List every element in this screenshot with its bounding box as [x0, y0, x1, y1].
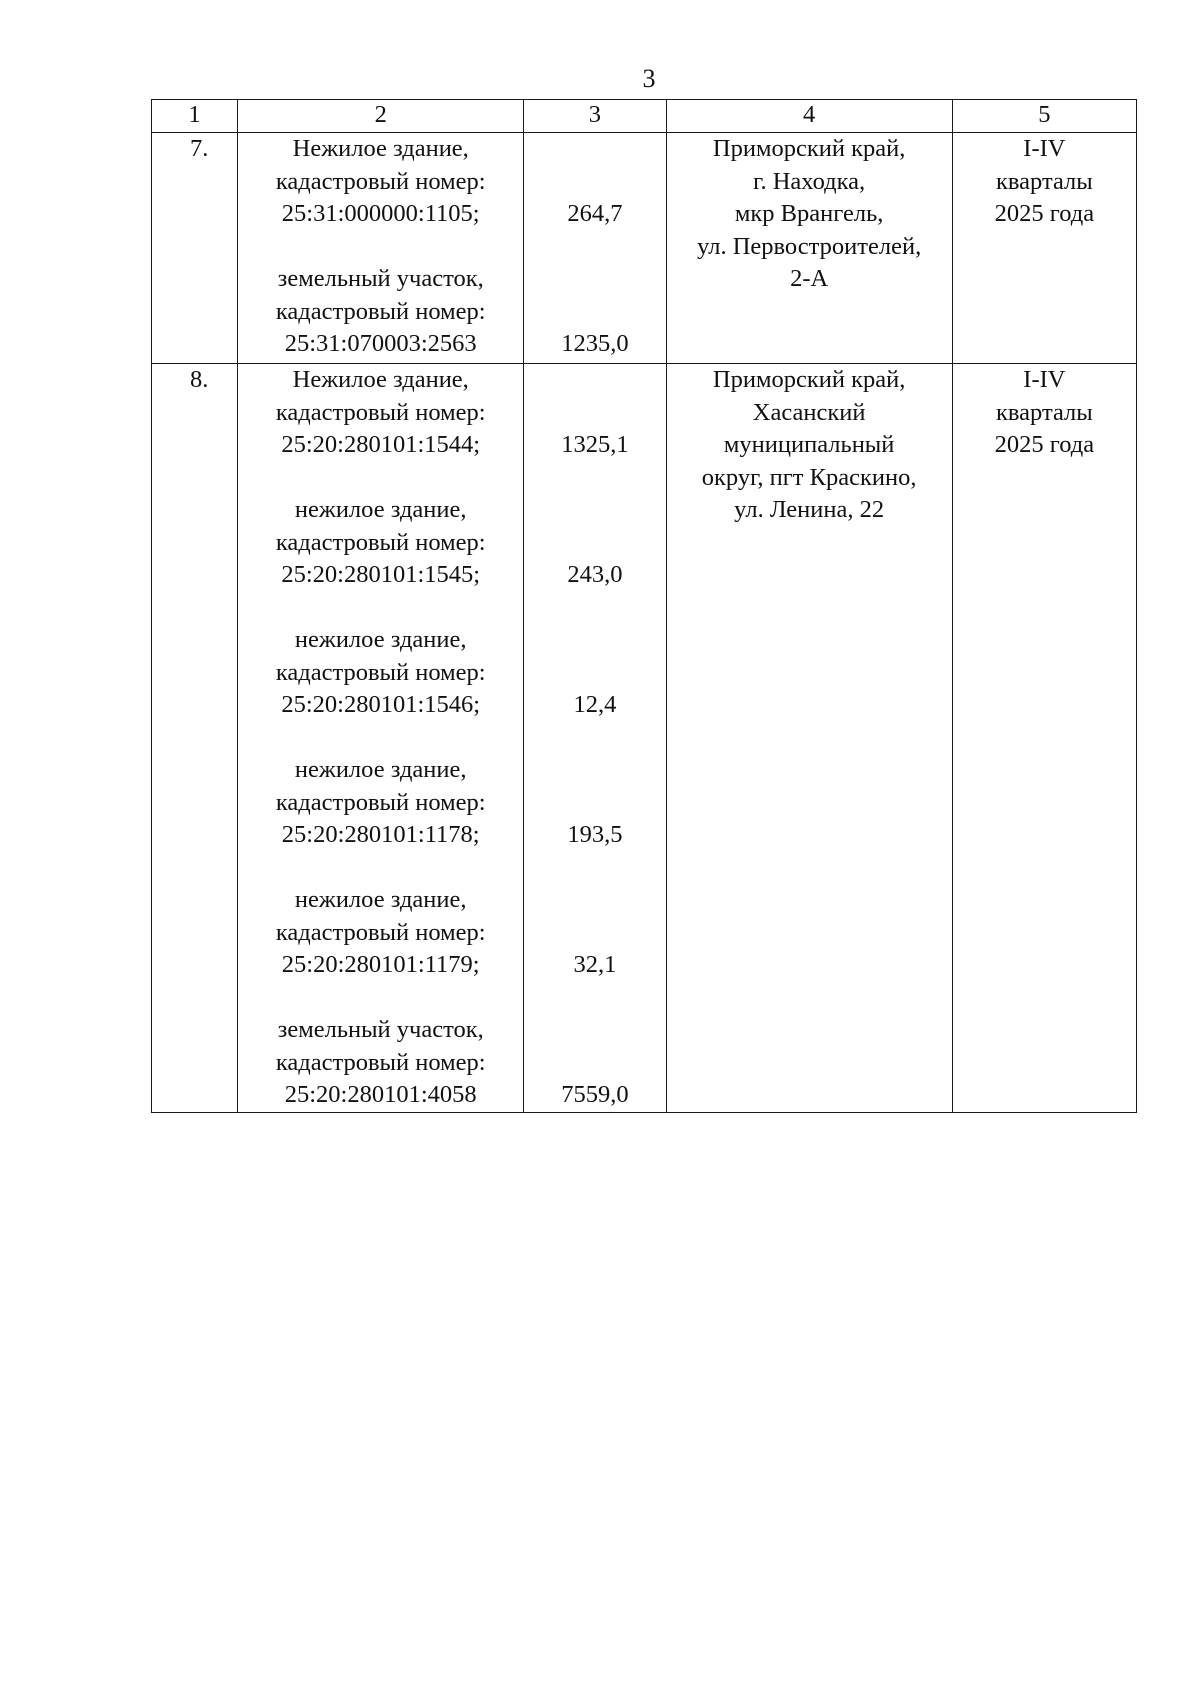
address-line: ул. Ленина, 22 — [734, 496, 885, 523]
object-entry — [238, 133, 523, 231]
address-line: г. Находка, — [753, 167, 866, 195]
cadastral-number: 25:31:070003:2563 — [284, 330, 477, 357]
address-cell — [666, 364, 952, 1113]
address-line: Приморский край, — [712, 135, 906, 162]
object-label: кадастровый номер: — [275, 788, 486, 816]
header-cell-3: 3 — [524, 100, 666, 133]
objects-cell — [238, 133, 524, 364]
object-type: нежилое здание, — [294, 626, 467, 653]
address — [667, 133, 952, 296]
header-cell-5: 5 — [952, 100, 1136, 133]
period-line: I-IV — [1023, 135, 1066, 162]
object-label: кадастровый номер: — [275, 297, 486, 325]
object-label: кадастровый номер: — [275, 398, 486, 426]
area-value: 12,4 — [573, 691, 617, 718]
object-label: кадастровый номер: — [275, 1048, 486, 1076]
object-type: нежилое здание, — [294, 886, 467, 913]
cadastral-number: 25:20:280101:1544; — [281, 431, 481, 458]
address-line: Приморский край, — [712, 366, 906, 393]
object-entry — [238, 754, 523, 852]
header-cell-4: 4 — [666, 100, 952, 133]
area-value: 243,0 — [567, 561, 623, 588]
object-entry — [238, 1014, 523, 1112]
objects-cell — [238, 364, 524, 1113]
period-line: I-IV — [1023, 366, 1066, 393]
row-number: 7. — [152, 133, 238, 364]
period-line: кварталы — [996, 167, 1093, 195]
header-row — [152, 100, 1137, 133]
period-line: кварталы — [996, 398, 1093, 426]
object-entry — [238, 624, 523, 722]
object-type: Нежилое здание, — [292, 366, 469, 393]
object-label: кадастровый номер: — [275, 167, 486, 195]
address-cell — [666, 133, 952, 364]
area-value: 32,1 — [573, 951, 617, 978]
area-value: 7559,0 — [561, 1081, 629, 1108]
header-cell-1: 1 — [152, 100, 238, 133]
address — [667, 364, 952, 527]
table-row — [152, 133, 1137, 364]
object-entry — [238, 263, 523, 361]
address-line: ул. Первостроителей, — [697, 232, 922, 260]
period — [953, 364, 1136, 462]
property-table — [151, 99, 1137, 1113]
area-value: 264,7 — [567, 200, 623, 227]
period-cell — [952, 364, 1136, 1113]
period — [953, 133, 1136, 231]
object-type: Нежилое здание, — [292, 135, 469, 162]
object-entry — [238, 364, 523, 462]
address-line: мкр Врангель, — [734, 200, 884, 227]
area-cell — [524, 133, 666, 364]
cadastral-number: 25:31:000000:1105; — [281, 200, 480, 227]
object-entry — [238, 884, 523, 982]
address-line: муниципальный — [723, 431, 895, 458]
area-value: 1325,1 — [561, 431, 629, 458]
header-cell-2: 2 — [238, 100, 524, 133]
cadastral-number: 25:20:280101:1178; — [281, 821, 480, 848]
object-type: земельный участок, — [277, 265, 484, 292]
object-label: кадастровый номер: — [275, 918, 486, 946]
row-number: 8. — [152, 364, 238, 1113]
table-row — [152, 364, 1137, 1113]
object-label: кадастровый номер: — [275, 658, 486, 686]
object-type: нежилое здание, — [294, 756, 467, 783]
area-value: 193,5 — [567, 821, 623, 848]
period-cell — [952, 133, 1136, 364]
object-entry — [238, 494, 523, 592]
address-line: Хасанский — [752, 398, 866, 426]
cadastral-number: 25:20:280101:1546; — [281, 691, 481, 718]
area-cell — [524, 364, 666, 1113]
area-value: 1235,0 — [561, 330, 629, 357]
cadastral-number: 25:20:280101:1545; — [281, 561, 481, 588]
period-line: 2025 года — [994, 200, 1095, 227]
object-type: земельный участок, — [277, 1016, 484, 1043]
address-line: 2-А — [790, 265, 829, 292]
object-type: нежилое здание, — [294, 496, 467, 523]
period-line: 2025 года — [994, 431, 1095, 458]
cadastral-number: 25:20:280101:1179; — [281, 951, 480, 978]
address-line: округ, пгт Краскино, — [701, 463, 917, 491]
cadastral-number: 25:20:280101:4058 — [284, 1081, 477, 1108]
object-label: кадастровый номер: — [275, 528, 486, 556]
page-number: 3 — [642, 64, 656, 93]
